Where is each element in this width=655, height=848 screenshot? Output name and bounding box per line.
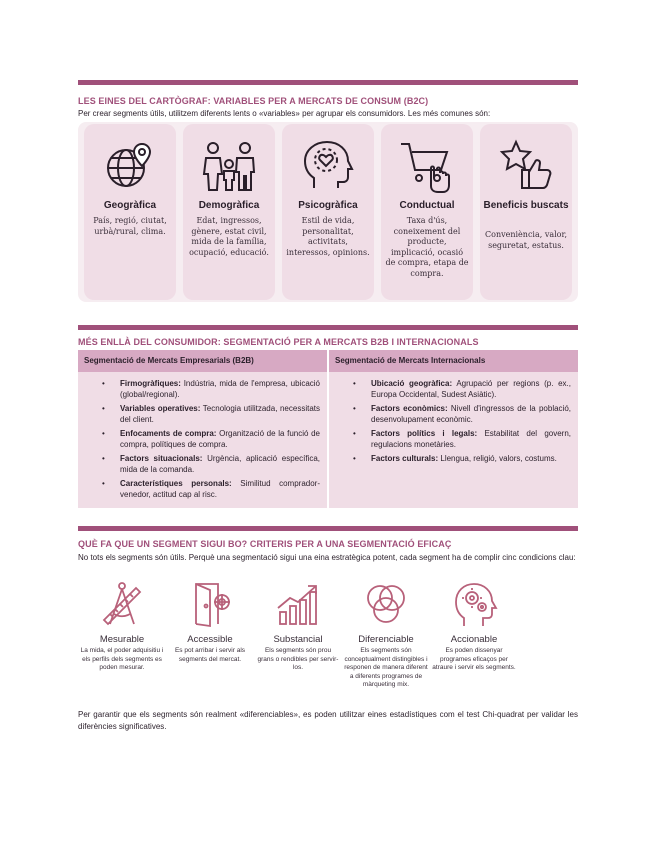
criterion-title: Diferenciable: [358, 634, 414, 645]
card-conductual: [381, 124, 473, 300]
criterion-desc: Es pot arribar i servir als segments del mercat.: [174, 647, 246, 663]
criterion-substancial: [256, 580, 340, 673]
card-title: Psicogràfica: [298, 200, 358, 211]
section-divider: [78, 325, 578, 330]
card-psicografica: [282, 124, 374, 300]
venn-icon: [344, 580, 428, 628]
card-desc: Edat, ingressos, gènere, estat civil, mida de la família, ocupació, educació.: [189, 216, 269, 257]
section-divider: [78, 526, 578, 531]
criterion-desc: Es poden dissenyar programes eficaços per atraure i servir els segments.: [432, 647, 516, 671]
section1-intro: Per crear segments útils, utilitzem diferents lents o «variables» per agrupar els consumidors. Les més comunes són:: [78, 109, 491, 118]
list-item: • Factors econòmics: Nivell d'ingressos de la població, desenvolupament econòmic.: [353, 404, 571, 424]
table-cell-international: [329, 372, 578, 508]
list-item: • Variables operatives: Tecnologia utilitzada, necessitats del client.: [102, 404, 320, 424]
criterion-mesurable: [80, 580, 164, 673]
table-header-international: Segmentació de Mercats Internacionals: [329, 350, 578, 372]
card-desc: Conveniència, valor, seguretat, estatus.: [485, 230, 567, 250]
card-title: Demogràfica: [198, 200, 260, 211]
criterion-desc: La mida, el poder adquisitiu i els perfils dels segments es poden mesurar.: [80, 647, 164, 671]
criterion-title: Accionable: [450, 634, 498, 645]
criterion-accionable: [432, 580, 516, 673]
growth-chart-icon: [256, 580, 340, 628]
card-desc: Taxa d'ús, coneixement del producte, implicació, ocasió de compra, etapa de compra.: [385, 216, 469, 278]
list-item: • Enfocaments de compra: Organització de la funció de compra, polítiques de compra.: [102, 429, 321, 449]
list-item: • Factors situacionals: Urgència, aplicació específica, mida de la comanda.: [102, 454, 320, 474]
section3-title: QUÈ FA QUE UN SEGMENT SIGUI BO? CRITERIS PER A UNA SEGMENTACIÓ EFICAÇ: [78, 539, 452, 549]
criterion-accessible: [168, 580, 252, 664]
family-icon: [183, 138, 275, 194]
section-divider: [78, 80, 578, 85]
table-cell-b2b: [78, 372, 327, 508]
star-thumb-icon: [480, 138, 572, 194]
head-heart-icon: [282, 138, 374, 194]
criterion-desc: Els segments són conceptualment distingibles i responen de manera diferent a diferents programes de màrqueting mix.: [344, 647, 428, 688]
criterion-title: Substancial: [273, 634, 323, 645]
criterion-diferenciable: [344, 580, 428, 690]
globe-pin-icon: [84, 138, 176, 194]
card-desc: País, regió, ciutat, urbà/rural, clima.: [93, 216, 167, 236]
card-beneficis: [480, 124, 572, 300]
criterion-desc: Els segments són prou grans o rendibles per servir-los.: [257, 647, 339, 671]
section1-title: LES EINES DEL CARTÒGRAF: VARIABLES PER A MERCATS DE CONSUM (B2C): [78, 96, 429, 106]
criterion-title: Accessible: [187, 634, 233, 645]
ruler-compass-icon: [80, 580, 164, 628]
list-item: • Firmogràfiques: Indústria, mida de l'empresa, ubicació (global/regional).: [102, 379, 320, 399]
table-header-b2b: Segmentació de Mercats Empresarials (B2B): [78, 350, 327, 372]
door-target-icon: [168, 580, 252, 628]
segmentation-table: [78, 350, 578, 508]
cart-click-icon: [381, 138, 473, 194]
head-gears-icon: [432, 580, 516, 628]
card-demografica: [183, 124, 275, 300]
card-title: Beneficis buscats: [483, 200, 569, 211]
card-title: Conductual: [399, 200, 455, 211]
list-item: • Factors polítics i legals: Estabilitat del govern, regulacions monetàries.: [353, 429, 571, 449]
card-title: Geogràfica: [103, 200, 157, 211]
card-desc: Estil de vida, personalitat, activitats, interessos, opinions.: [286, 216, 370, 257]
list-item: • Ubicació geogràfica: Agrupació per regions (p. ex., Europa Occidental, Sudest Asiàtic).: [353, 379, 571, 399]
closing-paragraph: Per garantir que els segments són realment «diferenciables», es poden utilitzar eines estadístiques com el test Chi-quadrat per validar les diferències significatives.: [78, 710, 578, 731]
list-item: • Característiques personals: Similitud comprador-venedor, actitud cap al risc.: [102, 479, 321, 499]
list-item: • Factors culturals: Llengua, religió, valors, costums.: [353, 454, 557, 463]
card-geografica: [84, 124, 176, 300]
section3-intro: No tots els segments són útils. Perquè una segmentació sigui una eina estratègica potent, cada segment ha de complir cinc condicions clau:: [78, 553, 576, 562]
section2-title: MÉS ENLLÀ DEL CONSUMIDOR: SEGMENTACIÓ PER A MERCATS B2B I INTERNACIONALS: [78, 337, 479, 347]
criterion-title: Mesurable: [99, 634, 145, 645]
